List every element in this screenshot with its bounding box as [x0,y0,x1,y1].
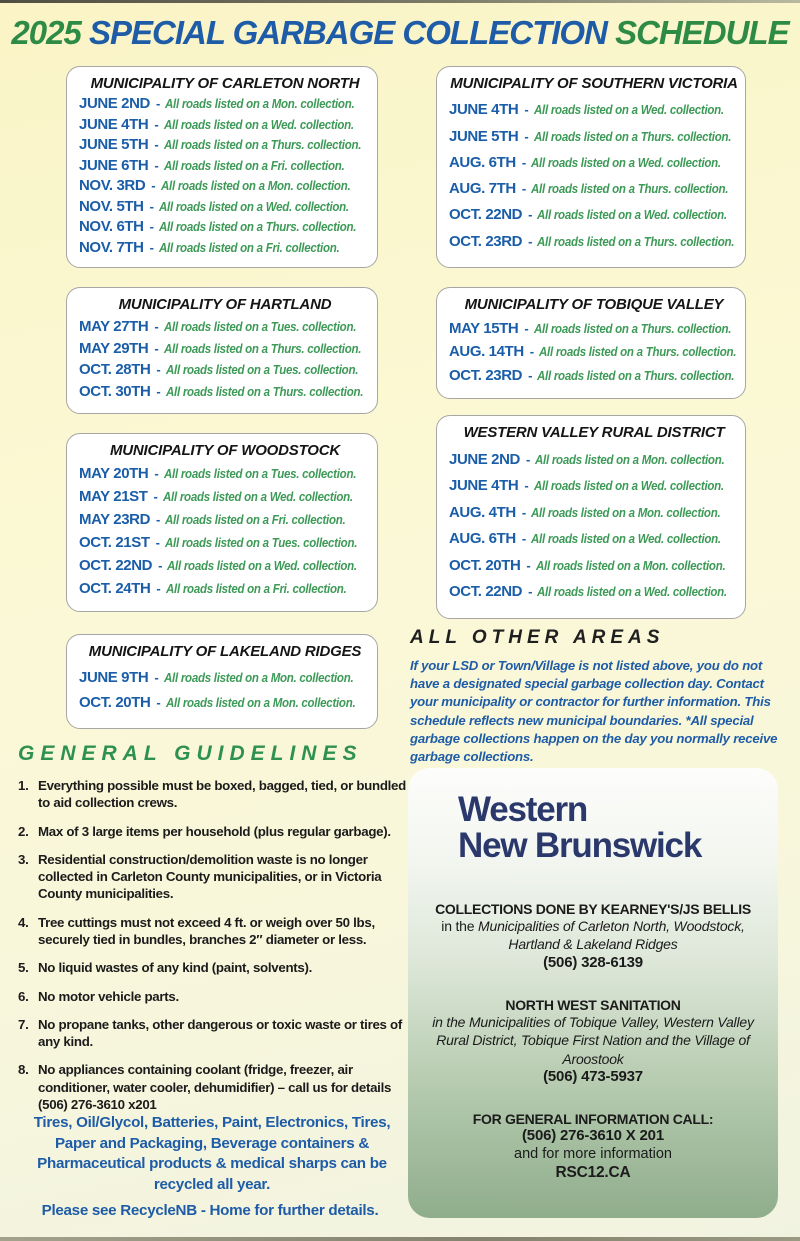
guideline-text: No appliances containing coolant (fridge, freezer, air conditioner, water cooler, dehumidifier) – call us for details (506) 276-3610 x201 [38,1062,392,1112]
collection-description: All roads listed on a Mon. collection. [535,451,725,467]
schedule-entry [449,101,739,118]
schedule-entries [79,459,371,603]
kearneys-service-area [426,917,760,954]
schedule-entry [79,177,371,194]
title-middle: SPECIAL GARBAGE COLLECTION [88,14,607,51]
schedule-entry [449,343,739,360]
logo-line-1: Western [458,790,588,829]
guideline-number: 8. [18,1062,29,1078]
separator: - [524,102,529,118]
schedule-entries [79,313,371,405]
collection-date: NOV. 6TH [79,218,144,236]
collection-date: OCT. 23RD [449,366,523,384]
collection-date: AUG. 6TH [449,153,516,171]
title-end: SCHEDULE [615,14,789,51]
separator: - [149,198,154,214]
collection-description: All roads listed on a Wed. collection. [158,198,349,214]
collection-date: NOV. 5TH [79,197,144,215]
general-guidelines-heading: GENERAL GUIDELINES [18,742,363,765]
collection-date: MAY 21ST [79,488,148,505]
collection-date: OCT. 21ST [79,534,150,551]
guideline-text: Everything possible must be boxed, bagged, tied, or bundled to aid collection crews. [38,778,406,811]
separator: - [156,96,161,112]
guideline-number: 1. [18,778,29,793]
collection-description: All roads listed on a Wed. collection. [163,116,354,132]
municipality-box-hartland [66,287,378,414]
general-information-block [426,1111,760,1182]
guideline-item [18,777,412,812]
collection-date: MAY 23RD [79,511,151,528]
separator: - [529,344,535,359]
schedule-entry [79,511,371,528]
collection-date: MAY 27TH [79,317,149,335]
more-information-text: and for more information [514,1146,672,1163]
guideline-item [18,959,412,976]
schedule-entry [449,504,739,521]
schedule-entry [449,320,739,337]
collection-description: All roads listed on a Wed. collection. [533,102,724,118]
collection-date: AUG. 14TH [449,343,524,360]
guideline-number: 4. [18,914,29,930]
north-west-sanitation-block [426,997,760,1085]
schedule-entry [449,477,739,494]
collection-date: AUG. 4TH [449,503,516,521]
municipality-name: MUNICIPALITY OF SOUTHERN VICTORIA [450,75,738,92]
collection-description: All roads listed on a Tues. collection. [163,466,356,481]
guideline-item [18,914,412,949]
guideline-number: 6. [18,988,29,1004]
separator: - [528,367,533,383]
collection-date: JUNE 9TH [79,668,149,686]
separator: - [528,207,533,223]
separator: - [154,340,159,356]
schedule-entry [79,239,371,256]
collection-date: JUNE 2ND [79,95,150,113]
separator: - [154,466,159,481]
schedule-entry [79,361,371,378]
collection-date: OCT. 22ND [79,557,153,574]
municipality-name: MUNICIPALITY OF CARLETON NORTH [90,75,360,92]
guideline-text: No motor vehicle parts. [38,988,179,1004]
schedule-entries [79,92,371,259]
separator: - [158,558,163,573]
collection-date: NOV. 7TH [79,238,144,256]
schedule-entry [449,180,739,197]
title-year: 2025 [11,14,81,51]
collection-date: OCT. 23RD [449,232,523,250]
separator: - [154,669,159,685]
guideline-number: 7. [18,1016,29,1032]
schedule-entry [449,367,739,384]
collection-description: All roads listed on a Fri. collection. [165,512,346,527]
municipality-box-lakeland-ridges [66,634,378,729]
separator: - [149,239,154,255]
collection-description: All roads listed on a Wed. collection. [531,531,721,547]
recyclenb-note: Please see RecycleNB - Home for further details. [41,1202,379,1219]
collection-description: All roads listed on a Thurs. collection. [158,219,357,235]
collection-date: OCT. 30TH [79,383,151,401]
kearneys-phone: (506) 328-6139 [543,953,643,971]
collection-description: All roads listed on a Fri. collection. [165,581,347,596]
collection-description: All roads listed on a Wed. collection. [531,154,721,170]
north-west-sanitation-heading: NORTH WEST SANITATION [505,996,681,1013]
separator: - [521,181,527,197]
kearneys-contact-block [426,901,760,971]
north-west-sanitation-phone: (506) 473-5937 [543,1068,643,1086]
schedule-entry [79,534,371,551]
separator: - [524,478,529,494]
collection-date: MAY 15TH [449,319,519,337]
guideline-text: Tree cuttings must not exceed 4 ft. or weigh over 50 lbs, securely tied in bundles, branches 2″ diameter or less. [38,914,375,947]
guideline-item [18,1061,412,1113]
schedule-entries [449,313,739,390]
collection-date: JUNE 4TH [449,101,519,119]
collection-description: All roads listed on a Fri. collection. [158,239,340,255]
collection-description: All roads listed on a Tues. collection. [164,535,358,550]
schedule-entry [79,694,371,711]
schedule-entry [79,669,371,686]
collection-date: AUG. 6TH [449,530,516,548]
separator: - [521,154,527,170]
guideline-number: 3. [18,851,29,867]
collection-description: All roads listed on a Thurs. collection. [533,128,731,144]
guidelines-list [18,777,412,1113]
schedule-entry [79,116,371,133]
all-other-areas-heading: ALL OTHER AREAS [410,627,665,648]
kearneys-heading: COLLECTIONS DONE BY KEARNEY'S/JS BELLIS [435,900,751,917]
western-new-brunswick-logo [458,792,760,865]
collection-description: All roads listed on a Fri. collection. [163,157,345,173]
collection-description: All roads listed on a Thurs. collection. [163,137,361,153]
guideline-item [18,823,412,840]
collection-description: All roads listed on a Thurs. collection. [163,340,361,356]
separator: - [521,504,527,520]
general-guidelines-section [18,742,412,1113]
separator: - [521,531,527,547]
collection-date: OCT. 22ND [449,583,523,601]
schedule-entry [449,233,739,250]
guideline-text: Max of 3 large items per household (plus regular garbage). [38,823,391,839]
separator: - [156,362,161,378]
schedule-entries [449,92,739,259]
collection-date: JUNE 4TH [449,477,519,495]
separator: - [149,219,154,235]
municipality-box-woodstock [66,433,378,612]
schedule-entry [79,465,371,482]
schedule-entry [449,206,739,223]
schedule-entry [79,488,371,505]
guideline-text: No propane tanks, other dangerous or toxic waste or tires of any kind. [38,1016,402,1050]
separator: - [156,384,161,400]
collection-description: All roads listed on a Mon. collection. [165,96,355,112]
municipality-box-carleton-north [66,66,378,268]
collection-date: MAY 20TH [79,465,149,482]
municipality-name: MUNICIPALITY OF TOBIQUE VALLEY [464,296,724,313]
collection-date: AUG. 7TH [449,180,516,198]
schedule-entry [79,318,371,335]
separator: - [154,157,159,173]
collection-date: JUNE 4TH [79,115,149,133]
collection-date: JUNE 6TH [79,156,149,174]
collection-description: All roads listed on a Mon. collection. [531,504,721,520]
schedule-entry [79,340,371,357]
logo-line-2: New Brunswick [458,826,702,866]
collection-date: OCT. 20TH [449,556,521,574]
schedule-entry [449,154,739,171]
collection-date: JUNE 5TH [449,127,519,145]
collection-date: JUNE 2ND [449,450,520,468]
municipality-box-western-valley-rural-district [436,415,746,619]
kearneys-area-prefix: in the [441,917,479,934]
schedule-entry [79,383,371,400]
collection-description: All roads listed on a Mon. collection. [163,669,354,685]
schedule-entry [79,580,371,597]
separator: - [155,535,160,550]
schedule-entry [79,95,371,112]
collection-description: All roads listed on a Tues. collection. [165,362,358,378]
collection-date: MAY 29TH [79,339,149,357]
schedule-entry [79,198,371,215]
collection-date: OCT. 22ND [449,206,523,224]
collection-date: NOV. 3RD [79,177,146,195]
top-edge-decoration [0,0,800,3]
guideline-item [18,988,412,1005]
guideline-number: 5. [18,960,29,976]
collection-description: All roads listed on a Mon. collection. [160,178,351,194]
collection-description: All roads listed on a Wed. collection. [162,489,353,504]
collection-description: All roads listed on a Thurs. collection. [539,344,737,359]
north-west-sanitation-service-area: in the Municipalities of Tobique Valley, Western Valley Rural District, Tobique First Nation and the Village of Aroostook [432,1013,754,1067]
municipality-name: MUNICIPALITY OF HARTLAND [118,296,332,313]
schedule-entries [449,441,739,610]
kearneys-area-names: Municipalities of Carleton North, Woodstock, Hartland & Lakeland Ridges [478,917,745,953]
municipality-name: WESTERN VALLEY RURAL DISTRICT [463,424,725,441]
collection-description: All roads listed on a Mon. collection. [165,695,356,711]
schedule-entry [79,157,371,174]
guideline-text: No liquid wastes of any kind (paint, solvents). [38,960,313,976]
separator: - [154,116,159,132]
schedule-entry [449,530,739,547]
collection-description: All roads listed on a Wed. collection. [533,478,724,494]
collection-date: OCT. 24TH [79,580,151,597]
general-information-heading: FOR GENERAL INFORMATION CALL: [472,1111,714,1128]
general-information-phone: (506) 276-3610 X 201 [522,1127,664,1145]
schedule-entry [79,218,371,235]
collection-description: All roads listed on a Wed. collection. [537,584,728,600]
schedule-entry [449,557,739,574]
separator: - [526,451,531,467]
separator: - [524,128,529,144]
guideline-number: 2. [18,823,29,839]
recyclables-note: Tires, Oil/Glycol, Batteries, Paint, Electronics, Tires, Paper and Packaging, Beverage containers & Pharmaceutical products & medical sharps can be recycled all year. [33,1114,391,1193]
separator: - [153,489,158,504]
bottom-edge-decoration [0,1237,800,1241]
collection-description: All roads listed on a Mon. collection. [535,557,726,573]
all-other-areas-body: If your LSD or Town/Village is not listed above, you do not have a designated special garbage collection day. Contact your municipality or contractor for further information. This schedule reflects new municipal boundaries. *All special garbage collections happen on the day you normally receive garbage collections. [410,658,778,765]
contact-panel [408,768,778,1218]
schedule-entries [79,660,371,720]
collection-description: All roads listed on a Thurs. collection. [533,320,731,336]
municipality-box-southern-victoria [436,66,746,268]
separator: - [526,557,531,573]
collection-date: OCT. 20TH [79,694,151,712]
collection-description: All roads listed on a Wed. collection. [167,558,358,573]
schedule-entry [449,583,739,600]
guideline-item [18,851,412,903]
collection-date: OCT. 28TH [79,361,151,379]
schedule-entry [449,451,739,468]
municipality-box-tobique-valley [436,287,746,399]
schedule-entry [79,557,371,574]
separator: - [154,318,159,334]
separator: - [528,584,533,600]
collection-description: All roads listed on a Thurs. collection. [531,181,729,197]
separator: - [528,233,533,249]
page-title [0,14,800,52]
separator: - [156,512,161,527]
website-text: RSC12.CA [555,1164,631,1182]
separator: - [156,581,161,596]
separator: - [524,320,529,336]
collection-description: All roads listed on a Tues. collection. [163,318,356,334]
guideline-item [18,1016,412,1051]
municipality-name: MUNICIPALITY OF LAKELAND RIDGES [88,643,362,660]
all-other-areas-section [410,627,792,766]
collection-description: All roads listed on a Wed. collection. [537,207,728,223]
municipality-name: MUNICIPALITY OF WOODSTOCK [110,442,340,459]
separator: - [156,695,161,711]
guideline-text: Residential construction/demolition waste is no longer collected in Carleton County municipalities, or in Victoria County municipalities. [38,851,382,902]
schedule-entry [449,128,739,145]
collection-description: All roads listed on a Thurs. collection. [165,384,363,400]
collection-description: All roads listed on a Thurs. collection. [537,367,735,383]
collection-date: JUNE 5TH [79,136,149,154]
separator: - [154,137,159,153]
separator: - [151,178,156,194]
schedule-entry [79,136,371,153]
collection-description: All roads listed on a Thurs. collection. [537,233,735,249]
